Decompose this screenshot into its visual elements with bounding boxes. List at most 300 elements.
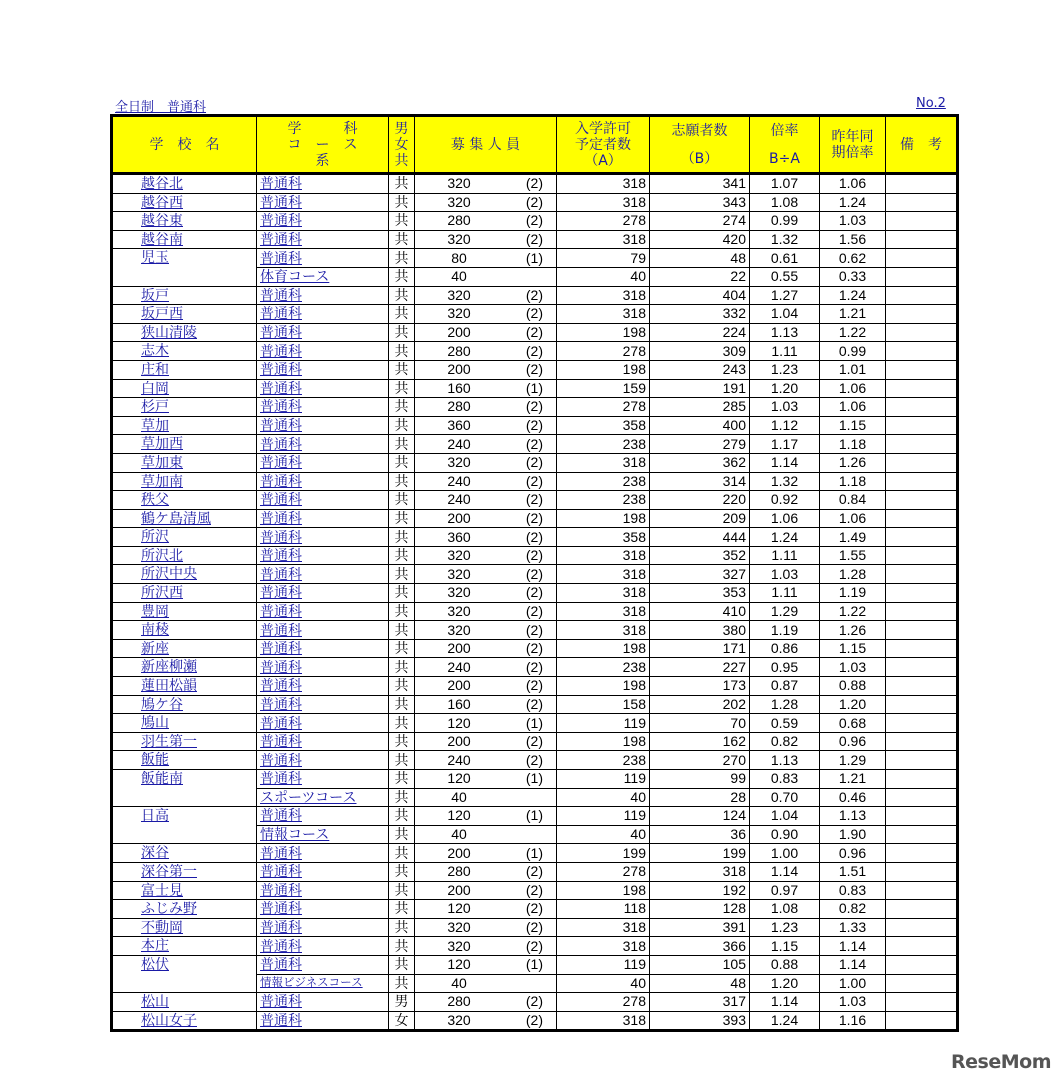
- remarks: [886, 937, 958, 956]
- gender-type: 共: [389, 267, 415, 286]
- table-row: [112, 918, 958, 937]
- school-name: 鳩ケ谷: [141, 695, 183, 712]
- gender-type: 共: [389, 435, 415, 454]
- school-name-cell: [112, 305, 257, 324]
- remarks: [886, 435, 958, 454]
- ratio: 1.06: [750, 509, 820, 528]
- admit-count: 278: [557, 398, 650, 417]
- gender-type: 共: [389, 509, 415, 528]
- capacity-cell: [415, 230, 557, 249]
- applicant-count: 317: [650, 993, 750, 1012]
- admit-count: 238: [557, 658, 650, 677]
- course-name: 体育コース: [257, 267, 389, 286]
- school-name-cell: [112, 937, 257, 956]
- ratio: 1.32: [750, 472, 820, 491]
- gender-type: 共: [389, 286, 415, 305]
- ratio: 0.83: [750, 770, 820, 789]
- table-row: [112, 546, 958, 565]
- ratio: 1.14: [750, 862, 820, 881]
- admit-count: 278: [557, 993, 650, 1012]
- capacity: 320: [447, 937, 471, 954]
- capacity-note: (2): [525, 231, 543, 248]
- ratio: 1.19: [750, 621, 820, 640]
- school-name-cell: [112, 472, 257, 491]
- prev-ratio: 1.90: [820, 825, 886, 844]
- capacity-note: (2): [525, 342, 543, 359]
- school-name-cell: [112, 379, 257, 398]
- capacity-cell: [415, 974, 557, 993]
- prev-ratio: 1.28: [820, 565, 886, 584]
- school-name: 日高: [141, 807, 169, 824]
- course-name: 情報ビジネスコース: [257, 974, 389, 993]
- admit-count: 238: [557, 751, 650, 770]
- ratio: 1.08: [750, 193, 820, 212]
- remarks: [886, 714, 958, 733]
- capacity-note: (2): [525, 472, 543, 489]
- ratio: 0.87: [750, 677, 820, 696]
- course-name: 普通科: [257, 918, 389, 937]
- table-row: [112, 342, 958, 361]
- col-gender-l3: 共: [394, 152, 409, 169]
- admit-count: 198: [557, 881, 650, 900]
- remarks: [886, 993, 958, 1012]
- gender-type: 共: [389, 528, 415, 547]
- school-name: 草加南: [141, 472, 183, 489]
- admit-count: 278: [557, 212, 650, 231]
- prev-ratio: 0.68: [820, 714, 886, 733]
- ratio: 0.82: [750, 732, 820, 751]
- applicant-count: 318: [650, 862, 750, 881]
- admit-count: 318: [557, 305, 650, 324]
- admit-count: 119: [557, 955, 650, 974]
- school-name: 羽生第一: [141, 732, 197, 749]
- applicant-count: 199: [650, 844, 750, 863]
- capacity-note: (2): [525, 695, 543, 712]
- applicant-count: 309: [650, 342, 750, 361]
- school-name-cell: [112, 546, 257, 565]
- capacity-cell: [415, 453, 557, 472]
- capacity-note: (2): [525, 677, 543, 694]
- school-name: 富士見: [141, 881, 183, 898]
- applicant-count: 353: [650, 584, 750, 603]
- capacity-cell: [415, 788, 557, 807]
- ratio: 1.11: [750, 546, 820, 565]
- capacity-note: (2): [525, 621, 543, 638]
- capacity: 280: [447, 863, 471, 880]
- applicant-count: 380: [650, 621, 750, 640]
- prev-ratio: 0.82: [820, 900, 886, 919]
- admit-count: 40: [557, 788, 650, 807]
- prev-ratio: 1.56: [820, 230, 886, 249]
- col-gender-l2: 女: [394, 136, 409, 153]
- col-admit-l3: （A）: [584, 152, 622, 169]
- gender-type: 共: [389, 621, 415, 640]
- applicant-count: 352: [650, 546, 750, 565]
- gender-type: 共: [389, 937, 415, 956]
- table-row: [112, 751, 958, 770]
- ratio: 0.99: [750, 212, 820, 231]
- school-name: 蓮田松韻: [141, 677, 197, 694]
- school-name-cell: [112, 751, 257, 770]
- prev-ratio: 1.16: [820, 1011, 886, 1031]
- capacity-cell: [415, 677, 557, 696]
- table-row: [112, 305, 958, 324]
- remarks: [886, 732, 958, 751]
- course-name: 普通科: [257, 677, 389, 696]
- gender-type: 共: [389, 472, 415, 491]
- admit-count: 318: [557, 937, 650, 956]
- gender-type: 共: [389, 881, 415, 900]
- prev-ratio: 1.24: [820, 193, 886, 212]
- school-name: 新座: [141, 639, 169, 656]
- course-name: 普通科: [257, 1011, 389, 1031]
- col-school: 学 校 名: [112, 116, 257, 174]
- capacity-cell: [415, 360, 557, 379]
- gender-type: 共: [389, 305, 415, 324]
- gender-type: 共: [389, 918, 415, 937]
- table-row: [112, 602, 958, 621]
- ratio: 1.24: [750, 1011, 820, 1031]
- school-name: 草加: [141, 416, 169, 433]
- applicant-count: 22: [650, 267, 750, 286]
- capacity-note: (2): [525, 565, 543, 582]
- prev-ratio: 1.21: [820, 305, 886, 324]
- course-name: 普通科: [257, 639, 389, 658]
- gender-type: 共: [389, 342, 415, 361]
- prev-ratio: 0.88: [820, 677, 886, 696]
- ratio: 1.07: [750, 174, 820, 194]
- gender-type: 共: [389, 212, 415, 231]
- admit-count: 318: [557, 565, 650, 584]
- school-name: 南稜: [141, 621, 169, 638]
- remarks: [886, 249, 958, 268]
- prev-ratio: 1.26: [820, 453, 886, 472]
- remarks: [886, 230, 958, 249]
- table-row: [112, 732, 958, 751]
- ratio: 1.03: [750, 565, 820, 584]
- admit-count: 198: [557, 732, 650, 751]
- gender-type: 共: [389, 807, 415, 826]
- school-name: 越谷西: [141, 193, 183, 210]
- prev-ratio: 1.03: [820, 658, 886, 677]
- school-name-cell: [112, 602, 257, 621]
- admit-count: 318: [557, 453, 650, 472]
- ratio: 1.14: [750, 993, 820, 1012]
- table-row: [112, 807, 958, 826]
- ratio: 0.97: [750, 881, 820, 900]
- capacity-cell: [415, 323, 557, 342]
- applicant-count: 343: [650, 193, 750, 212]
- ratio: 0.70: [750, 788, 820, 807]
- prev-ratio: 1.22: [820, 602, 886, 621]
- capacity: 200: [447, 640, 471, 657]
- gender-type: 共: [389, 900, 415, 919]
- capacity: 200: [447, 361, 471, 378]
- admit-count: 198: [557, 639, 650, 658]
- admit-count: 318: [557, 546, 650, 565]
- applicants-table: [110, 114, 959, 1032]
- col-rate: [750, 116, 820, 174]
- applicant-count: 274: [650, 212, 750, 231]
- capacity-note: (2): [525, 491, 543, 508]
- applicant-count: 400: [650, 416, 750, 435]
- school-name-cell: [112, 732, 257, 751]
- capacity: 120: [447, 770, 471, 787]
- capacity-note: (2): [525, 286, 543, 303]
- capacity-note: (2): [525, 193, 543, 210]
- ratio: 1.20: [750, 379, 820, 398]
- capacity-note: (2): [525, 454, 543, 471]
- school-name: 越谷南: [141, 230, 183, 247]
- applicant-count: 171: [650, 639, 750, 658]
- capacity: 120: [447, 956, 471, 973]
- table-row: [112, 230, 958, 249]
- ratio: 1.29: [750, 602, 820, 621]
- course-name: 普通科: [257, 323, 389, 342]
- capacity: 200: [447, 733, 471, 750]
- table-row: [112, 565, 958, 584]
- gender-type: 共: [389, 788, 415, 807]
- admit-count: 318: [557, 602, 650, 621]
- prev-ratio: 1.06: [820, 379, 886, 398]
- capacity-cell: [415, 751, 557, 770]
- remarks: [886, 174, 958, 194]
- capacity: 320: [447, 231, 471, 248]
- remarks: [886, 862, 958, 881]
- capacity-cell: [415, 658, 557, 677]
- course-name: 普通科: [257, 305, 389, 324]
- remarks: [886, 955, 958, 974]
- ratio: 1.32: [750, 230, 820, 249]
- school-name: 志木: [141, 342, 169, 359]
- admit-count: 238: [557, 472, 650, 491]
- school-name: 深谷第一: [141, 862, 197, 879]
- prev-ratio: 1.06: [820, 509, 886, 528]
- prev-ratio: 1.21: [820, 770, 886, 789]
- admit-count: 318: [557, 174, 650, 194]
- applicant-count: 36: [650, 825, 750, 844]
- capacity: 320: [447, 454, 471, 471]
- table-row: [112, 286, 958, 305]
- admit-count: 119: [557, 714, 650, 733]
- gender-type: 共: [389, 453, 415, 472]
- capacity-note: (2): [525, 547, 543, 564]
- prev-ratio: 0.99: [820, 342, 886, 361]
- remarks: [886, 974, 958, 993]
- prev-ratio: 1.06: [820, 174, 886, 194]
- admit-count: 318: [557, 584, 650, 603]
- table-row: [112, 398, 958, 417]
- remarks: [886, 398, 958, 417]
- capacity-note: (2): [525, 324, 543, 341]
- ratio: 1.12: [750, 416, 820, 435]
- col-course-l2: コ ー ス: [287, 136, 358, 153]
- school-name-cell: [112, 528, 257, 547]
- prev-ratio: 0.46: [820, 788, 886, 807]
- capacity-cell: [415, 807, 557, 826]
- capacity-note: (2): [525, 584, 543, 601]
- capacity: 120: [447, 900, 471, 917]
- capacity-note: (2): [525, 658, 543, 675]
- capacity: 200: [447, 324, 471, 341]
- table-row: [112, 453, 958, 472]
- applicant-count: 124: [650, 807, 750, 826]
- capacity: 240: [447, 751, 471, 768]
- capacity-cell: [415, 993, 557, 1012]
- prev-ratio: 1.49: [820, 528, 886, 547]
- table-row: [112, 937, 958, 956]
- table-row: [112, 528, 958, 547]
- course-name: 普通科: [257, 881, 389, 900]
- applicant-count: 410: [650, 602, 750, 621]
- school-name-cell: [112, 230, 257, 249]
- ratio: 1.11: [750, 342, 820, 361]
- capacity: 280: [447, 342, 471, 359]
- prev-ratio: 1.55: [820, 546, 886, 565]
- admit-count: 159: [557, 379, 650, 398]
- school-name: 鶴ケ島清風: [141, 509, 211, 526]
- capacity-cell: [415, 714, 557, 733]
- school-name-cell: [112, 174, 257, 194]
- capacity: 120: [447, 807, 471, 824]
- capacity-note: (2): [525, 602, 543, 619]
- applicant-count: 128: [650, 900, 750, 919]
- admit-count: 318: [557, 193, 650, 212]
- table-row: [112, 770, 958, 789]
- applicant-count: 202: [650, 695, 750, 714]
- capacity-note: (1): [525, 770, 543, 787]
- capacity-cell: [415, 1011, 557, 1031]
- course-name: 普通科: [257, 844, 389, 863]
- gender-type: 共: [389, 546, 415, 565]
- remarks: [886, 528, 958, 547]
- gender-type: 共: [389, 416, 415, 435]
- capacity: 160: [447, 695, 471, 712]
- capacity-note: (1): [525, 807, 543, 824]
- school-name: 越谷東: [141, 212, 183, 229]
- course-name: 普通科: [257, 993, 389, 1012]
- remarks: [886, 695, 958, 714]
- school-name: 飯能南: [141, 770, 183, 786]
- capacity: 40: [451, 974, 467, 991]
- gender-type: 共: [389, 323, 415, 342]
- capacity-note: (2): [525, 751, 543, 768]
- prev-ratio: 0.83: [820, 881, 886, 900]
- course-name: 普通科: [257, 398, 389, 417]
- gender-type: 共: [389, 751, 415, 770]
- school-name-cell: [112, 955, 257, 992]
- course-name: 普通科: [257, 342, 389, 361]
- remarks: [886, 788, 958, 807]
- course-name: 普通科: [257, 249, 389, 268]
- admit-count: 358: [557, 416, 650, 435]
- ratio: 0.95: [750, 658, 820, 677]
- admit-count: 118: [557, 900, 650, 919]
- capacity: 240: [447, 472, 471, 489]
- table-row: [112, 714, 958, 733]
- capacity-cell: [415, 862, 557, 881]
- school-name-cell: [112, 565, 257, 584]
- capacity-cell: [415, 602, 557, 621]
- applicant-count: 366: [650, 937, 750, 956]
- capacity-note: (2): [525, 640, 543, 657]
- capacity-note: (2): [525, 435, 543, 452]
- gender-type: 共: [389, 249, 415, 268]
- remarks: [886, 305, 958, 324]
- remarks: [886, 360, 958, 379]
- remarks: [886, 212, 958, 231]
- capacity-note: (2): [525, 417, 543, 434]
- school-name-cell: [112, 491, 257, 510]
- col-admit-l2: 予定者数: [575, 136, 631, 153]
- ratio: 0.55: [750, 267, 820, 286]
- table-row: [112, 212, 958, 231]
- admit-count: 40: [557, 974, 650, 993]
- gender-type: 共: [389, 770, 415, 789]
- table-row: [112, 435, 958, 454]
- admit-count: 79: [557, 249, 650, 268]
- capacity: 320: [447, 565, 471, 582]
- capacity-cell: [415, 435, 557, 454]
- ratio: 1.08: [750, 900, 820, 919]
- school-name-cell: [112, 714, 257, 733]
- remarks: [886, 639, 958, 658]
- gender-type: 共: [389, 565, 415, 584]
- capacity-cell: [415, 267, 557, 286]
- gender-type: 共: [389, 844, 415, 863]
- ratio: 1.20: [750, 974, 820, 993]
- capacity-note: (2): [525, 919, 543, 936]
- ratio: 0.61: [750, 249, 820, 268]
- school-name-cell: [112, 881, 257, 900]
- school-name-cell: [112, 453, 257, 472]
- capacity-cell: [415, 528, 557, 547]
- school-name: 飯能: [141, 751, 169, 768]
- course-name: 普通科: [257, 528, 389, 547]
- ratio: 1.23: [750, 918, 820, 937]
- capacity-cell: [415, 695, 557, 714]
- school-name: 坂戸西: [141, 305, 183, 322]
- capacity-cell: [415, 732, 557, 751]
- ratio: 1.13: [750, 751, 820, 770]
- table-row: [112, 323, 958, 342]
- prev-ratio: 0.84: [820, 491, 886, 510]
- col-applicants-l1: 志願者数: [671, 122, 728, 139]
- capacity-cell: [415, 212, 557, 231]
- school-name: 松山: [141, 993, 169, 1010]
- admit-count: 158: [557, 695, 650, 714]
- applicant-count: 227: [650, 658, 750, 677]
- col-admit-l1: 入学許可: [575, 120, 631, 137]
- capacity-cell: [415, 193, 557, 212]
- school-name-cell: [112, 286, 257, 305]
- school-name-cell: [112, 584, 257, 603]
- school-name: 所沢西: [141, 584, 183, 601]
- ratio: 0.92: [750, 491, 820, 510]
- remarks: [886, 546, 958, 565]
- school-name: 坂戸: [141, 286, 169, 303]
- capacity: 200: [447, 844, 471, 861]
- gender-type: 共: [389, 360, 415, 379]
- school-name: 鳩山: [141, 714, 169, 731]
- course-name: 普通科: [257, 379, 389, 398]
- admit-count: 318: [557, 230, 650, 249]
- gender-type: 共: [389, 825, 415, 844]
- remarks: [886, 881, 958, 900]
- course-name: 普通科: [257, 658, 389, 677]
- capacity-cell: [415, 342, 557, 361]
- capacity-cell: [415, 639, 557, 658]
